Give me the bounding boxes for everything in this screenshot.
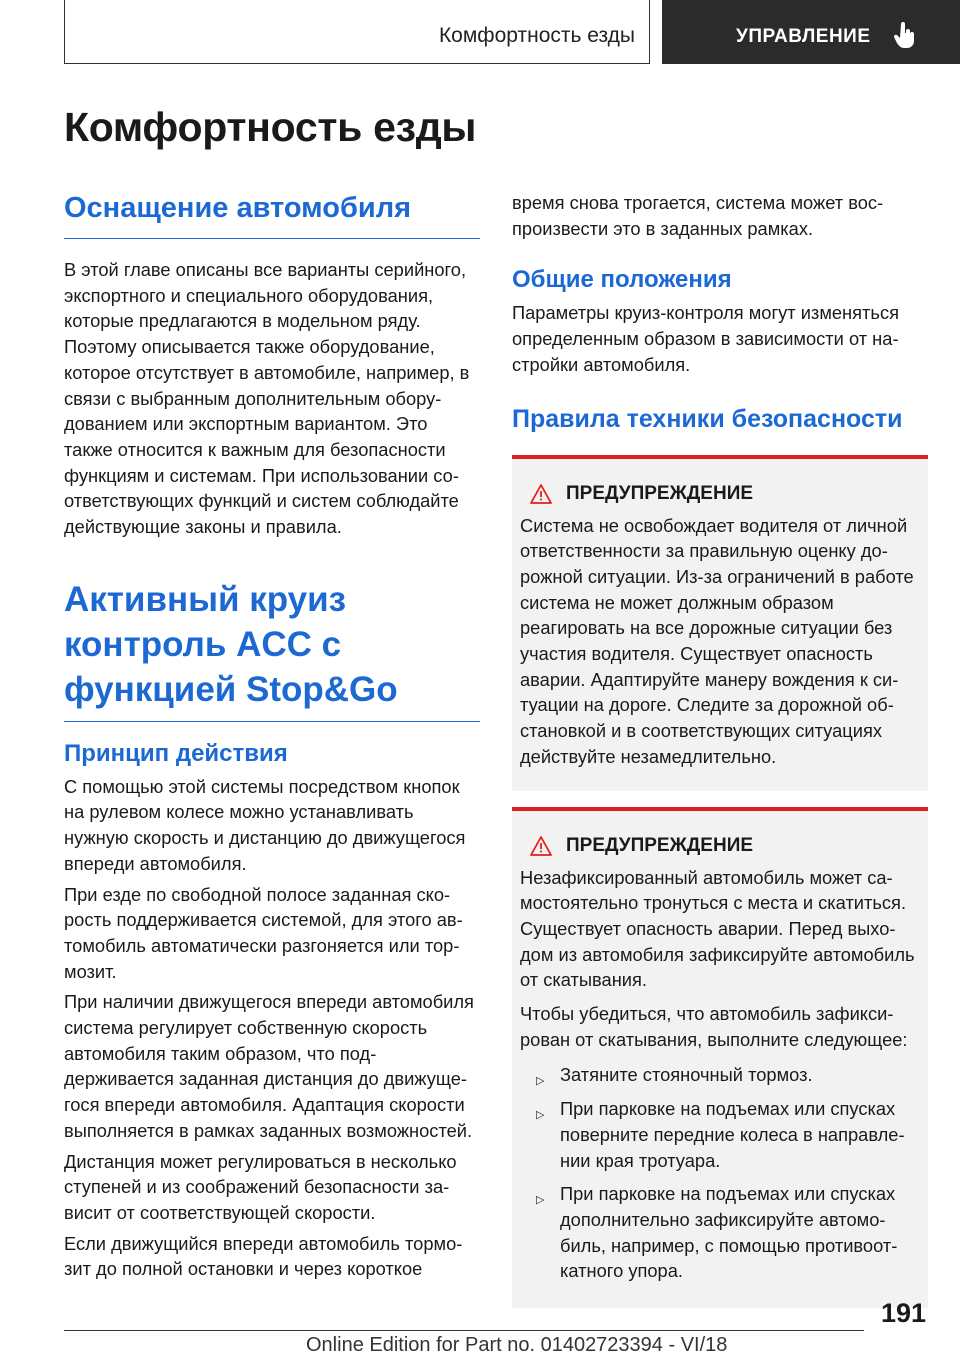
footer-edition: Online Edition for Part no. 01402723394 - VI/18 [306,1334,728,1356]
list-item [520,1096,920,1173]
page-title: Комфортность езды [64,104,477,150]
subheading-general: Общие положения [512,266,732,294]
continued-paragraph: время снова трогается, система может воспроизвести это в заданных рамках. [512,192,884,239]
page-number: 191 [880,1298,926,1328]
acc-paragraph-3: При наличии движущегося впереди автомобиля система регулирует собственную скорость автомобиля таким образом, что поддерживается заданная дистанция до движущегося впереди автомобиля. Адаптация скорости выполняется в рамках заданных возможностей. [64,991,474,1141]
bullet-triangle-icon: ▷ [536,1109,545,1122]
warning-triangle-icon [530,484,552,504]
footer-rule [64,1330,864,1331]
right-column [512,190,928,1324]
warning-text: Система не освобождает водителя от личной ответственности за правильную оценку дорожной ситуации. Из-за ограничений в работе система не может должным образом реагировать на все дорожные ситуации без участия водителя. Существует опасность аварии. Адаптируйте манеру вождения к ситуации на дороге. Следите за дорожной обстановкой и в соответствующих ситуациях действуйте незамедлительно. [520,514,914,767]
section-heading-acc: Активный круиз контроль ACC с функцией Stop&Go [64,577,480,722]
header-section-box [64,0,650,64]
general-paragraph: Параметры круиз-контроля могут изменяться определенным образом в зависимости от настройки автомобиля. [512,302,899,375]
step-text: Затяните стояночный тормоз. [560,1064,813,1086]
header-section-title: Комфортность езды [438,24,635,47]
warning-text-instructions: Чтобы убедиться, что автомобиль зафиксирован от скатывания, выполните следующее: [520,1003,908,1050]
warning-title: ПРЕДУПРЕЖДЕНИЕ [566,482,754,504]
list-item [520,1062,920,1088]
warning-title: ПРЕДУПРЕЖДЕНИЕ [566,834,754,856]
header-chapter-tab [662,0,960,64]
hand-pointer-icon [894,22,916,48]
acc-paragraph-4: Дистанция может регулироваться в несколько ступеней и из соображений безопасности зависит от соответствующей скорости. [64,1150,457,1223]
acc-paragraph-2: При езде по свободной полосе заданная скорость поддерживается системой, для этого автомобиль автоматически разгоняется или тормозит. [64,883,463,982]
subheading-safety: Правила техники безопасности [512,404,903,433]
equipment-paragraph: В этой главе описаны все варианты серийного, экспортного и специального оборудования, которые предлагаются в модельном ряду. Поэтому описывается также оборудование, которое отсутствует в автомобиле, например, в связи с выбранным дополнительным оборудованием или экспортным вариантом. Это также относится к важным для безопасности функциям и системам. При использовании соответствующих функций и систем соблюдайте действующие законы и правила. [64,259,470,538]
list-item [520,1181,920,1284]
step-text: При парковке на подъемах или спусках поверните передние колеса в направлении края тротуара. [560,1098,905,1171]
acc-paragraph-5: Если движущийся впереди автомобиль тормозит до полной остановки и через короткое [64,1232,463,1280]
warning-box-1 [512,455,928,791]
subheading-principle: Принцип действия [64,739,288,767]
step-text: При парковке на подъемах или спусках дополнительно зафиксируйте автомобиль, например, с помощью противооткатного упора. [560,1183,898,1282]
bullet-triangle-icon: ▷ [536,1194,545,1207]
bullet-triangle-icon: ▷ [536,1075,545,1088]
left-column [64,190,480,1287]
warning-box-2 [512,807,928,1309]
header-chapter-label: УПРАВЛЕНИЕ [736,26,871,47]
warning-text: Незафиксированный автомобиль может самостоятельно тронуться с места и скатиться. Существует опасность аварии. Перед выходом из автомобиля зафиксируйте автомобиль от скатывания. [520,866,915,991]
warning-triangle-icon [530,836,552,856]
acc-paragraph-1: С помощью этой системы посредством кнопок на рулевом колесе можно устанавливать нужную скорость и дистанцию до движущегося впереди автомобиля. [64,775,466,874]
section-heading-equipment: Оснащение автомобиля [64,190,480,239]
